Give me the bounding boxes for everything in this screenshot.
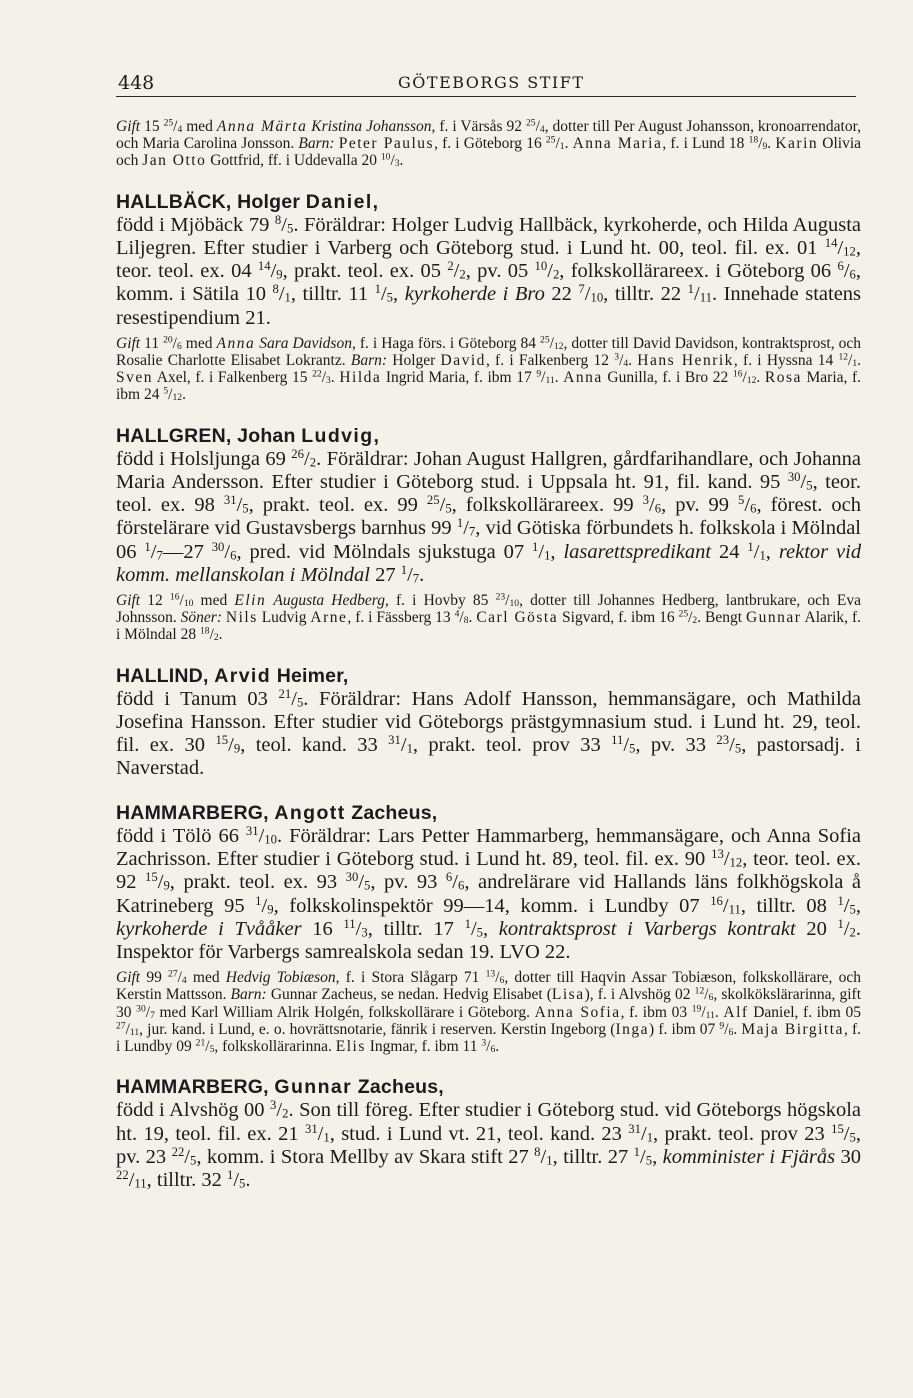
entry-heading: HAMMARBERG, Angott Zacheus, xyxy=(116,801,438,824)
entry-heading: HALLBÄCK, Holger Daniel, xyxy=(116,190,379,213)
biography-text: född i Tanum 03 $^{21}/_5$. Föräldrar: Hans Adolf Hansson, hemmansägare, och Mathilda Josefina Hansson. Efter studier vid Göteborgs prästgymnasium stud. i Lund ht. 29, teol. fil. ex. 30 $^{15}/_9$, teol. kand. 33 $^{31}/_1$, prakt. teol. prov 33 $^{11}/_5$, pv. 33 $^{23}/_5$, pastorsadj. i Naverstad. xyxy=(116,686,861,780)
page-body xyxy=(116,118,861,1192)
page-header xyxy=(116,70,856,97)
biography-paragraph xyxy=(116,1076,861,1192)
biography-paragraph xyxy=(116,802,861,964)
biography-entry xyxy=(116,1076,861,1192)
biography-entry xyxy=(116,425,861,644)
biography-entry xyxy=(116,802,861,1055)
page-number: 448 xyxy=(118,72,155,94)
continued-marriage-paragraph: Gift 15 $^{25}/_4$ med Anna Märta Kristina Johansson, f. i Värsås 92 $^{25}/_4$, dotter till Per August Johansson, kronoarrendator, och Maria Carolina Jonsson. Barn: Peter Paulus, f. i Göteborg 16 $^{25}/_1$. Anna Maria, f. i Lund 18 $^{18}/_9$. Karin Olivia och Jan Otto Gottfrid, ff. i Uddevalla 20 $^{10}/_3$. xyxy=(116,117,862,170)
entry-heading: HALLIND, Arvid Heimer, xyxy=(116,664,349,687)
marriage-paragraph: Gift 11 $^{20}/_6$ med Anna Sara Davidson, f. i Haga förs. i Göteborg 84 $^{25}/_{12}$, dotter till David Davidson, kontraktsprost, och Rosalie Charlotte Elisabet Lokrantz. Barn: Holger David, f. i Falkenberg 12 $^3/_4$. Hans Henrik, f. i Hyssna 14 $^{12}/_1$. Sven Axel, f. i Falkenberg 15 $^{22}/_3$. Hilda Ingrid Maria, f. ibm 17 $^9/_{11}$. Anna Gunilla, f. i Bro 22 $^{16}/_{12}$. Rosa Maria, f. ibm 24 $^5/_{12}$. xyxy=(116,334,862,404)
entry-heading: HAMMARBERG, Gunnar Zacheus, xyxy=(116,1076,444,1099)
biography-text: född i Tölö 66 $^{31}/_{10}$. Föräldrar: Lars Petter Hammarberg, hemmansägare, och Anna Sofia Zachrisson. Efter studier i Göteborg stud. i Lund ht. 89, teol. fil. ex. 90 $^{13}/_{12}$, teor. teol. ex. 92 $^{15}/_9$, prakt. teol. ex. 93 $^{30}/_5$, pv. 93 $^6/_6$, andrelärare vid Hallands läns folkhögskola å Katrineberg 95 $^1/_9$, folkskolinspektör 99—14, komm. i Lundby 07 $^{16}/_{11}$, tilltr. 08 $^1/_5$, kyrkoherde i Tvååker 16 $^{11}/_3$, tilltr. 17 $^1/_5$, kontraktsprost i Varbergs kontrakt 20 $^1/_2$. Inspektor för Varbergs samrealskola sedan 19. LVO 22. xyxy=(116,823,862,963)
biography-entry xyxy=(116,191,861,404)
biography-paragraph xyxy=(116,665,861,781)
entry-heading: HALLGREN, Johan Ludvig, xyxy=(116,424,380,447)
marriage-paragraph: Gift 12 $^{16}/_{10}$ med Elin Augusta Hedberg, f. i Hovby 85 $^{23}/_{10}$, dotter till Johannes Hedberg, lantbrukare, och Eva Johnsson. Söner: Nils Ludvig Arne, f. i Fässberg 13 $^4/_8$. Carl Gösta Sigvard, f. ibm 16 $^{25}/_2$. Bengt Gunnar Alarik, f. i Mölndal 28 $^{18}/_2$. xyxy=(116,591,862,644)
marriage-paragraph: Gift 99 $^{27}/_4$ med Hedvig Tobiæson, f. i Stora Slågarp 71 $^{13}/_6$, dotter till Haqvin Assar Tobiæson, folkskollärare, och Kerstin Mattsson. Barn: Gunnar Zacheus, se nedan. Hedvig Elisabet (Lisa), f. i Alvshög 02 $^{12}/_6$, skolkökslärarinna, gift 30 $^{30}/_7$ med Karl William Alrik Holgén, folkskollärare i Göteborg. Anna Sofia, f. ibm 03 $^{19}/_{11}$. Alf Daniel, f. ibm 05 $^{27}/_{11}$, jur. kand. i Lund, e. o. hovrättsnotarie, fänrik i reserven. Kerstin Ingeborg (Inga) f. ibm 07 $^9/_6$. Maja Birgitta, f. i Lundby 09 $^{21}/_5$, folkskollärarinna. Elis Ingmar, f. ibm 11 $^3/_6$. xyxy=(116,968,862,1056)
biography-text: född i Mjöbäck 79 $^8/_5$. Föräldrar: Holger Ludvig Hallbäck, kyrkoherde, och Hilda Augusta Liljegren. Efter studier i Varberg och Göteborg stud. i Lund ht. 00, teol. fil. ex. 01 $^{14}/_{12}$, teor. teol. ex. 04 $^{14}/_9$, prakt. teol. ex. 05 $^2/_2$, pv. 05 $^{10}/_2$, folkskollärareex. i Göteborg 06 $^6/_6$, komm. i Sätila 10 $^8/_1$, tilltr. 11 $^1/_5$, kyrkoherde i Bro 22 $^7/_{10}$, tilltr. 22 $^1/_{11}$. Innehade statens resestipendium 21. xyxy=(116,212,862,329)
biography-paragraph xyxy=(116,425,861,587)
biography-entry xyxy=(116,665,861,781)
running-title: GÖTEBORGS STIFT xyxy=(398,73,585,92)
biography-text: född i Holsljunga 69 $^{26}/_2$. Föräldrar: Johan August Hallgren, gårdfarihandlare, och Johanna Maria Andersson. Efter studier i Göteborg stud. i Uppsala ht. 91, fil. kand. 95 $^{30}/_5$, teor. teol. ex. 98 $^{31}/_5$, prakt. teol. ex. 99 $^{25}/_5$, folkskollärareex. 99 $^3/_6$, pv. 99 $^5/_6$, förest. och förstelärare vid Gustavsbergs barnhus 99 $^1/_7$, vid Götiska förbundets h. folkskola i Mölndal 06 $^1/_7—27$ $^{30}/_6$, pred. vid Mölndals sjukstuga 07 $^1/_1$, lasarettspredikant 24 $^1/_1$, rektor vid komm. mellanskolan i Mölndal 27 $^1/_7$. xyxy=(116,446,862,586)
biography-paragraph xyxy=(116,191,861,330)
biography-text: född i Alvshög 00 $^3/_2$. Son till föreg. Efter studier i Göteborg stud. vid Göteborgs högskola ht. 19, teol. fil. ex. 21 $^{31}/_1$, stud. i Lund vt. 21, teol. kand. 23 $^{31}/_1$, prakt. teol. prov 23 $^{15}/_5$, pv. 23 $^{22}/_5$, komm. i Stora Mellby av Skara stift 27 $^8/_1$, tilltr. 27 $^1/_5$, komminister i Fjärås 30 $^{22}/_{11}$, tilltr. 32 $^1/_5$. xyxy=(116,1098,862,1191)
